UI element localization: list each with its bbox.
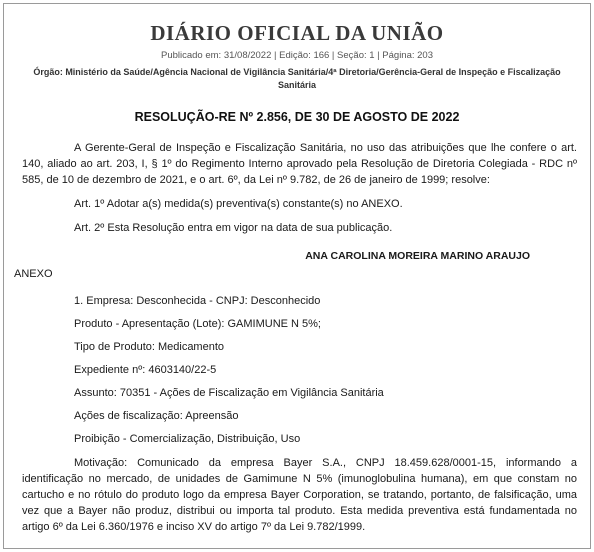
issuing-organ: Órgão: Ministério da Saúde/Agência Nacional de Vigilância Sanitária/4ª Diretoria/Gerência-Geral de Inspeção e Fiscalização Sanitária [33,67,561,90]
annex-item: Expediente nº: 4603140/22-5 [74,364,217,376]
annex-item: Ações de fiscalização: Apreensão [74,410,239,422]
publication-meta: Publicado em: 31/08/2022 | Edição: 166 | Seção: 1 | Página: 203 [160,50,433,61]
annex-item: 1. Empresa: Desconhecida - CNPJ: Desconhecido [74,295,321,307]
article-1: Art. 1º Adotar a(s) medida(s) preventiva(s) constante(s) no ANEXO. [74,198,403,210]
resolution-preamble: A Gerente-Geral de Inspeção e Fiscalização Sanitária, no uso das atribuições que lhe confere o art. 140, aliado ao art. 203, I, § 1º do Regimento Interno aprovado pela Resolução de Diretoria Colegiada - RDC nº 585, de 10 de dezembro de 2021, e o art. 6º, da Lei nº 9.782, de 26 de janeiro de 1999; resolve: [22,142,577,186]
signer-name: ANA CAROLINA MOREIRA MARINO ARAUJO [305,250,530,262]
annex-item: Produto - Apresentação (Lote): GAMIMUNE N 5%; [74,318,321,330]
annex-item: Assunto: 70351 - Ações de Fiscalização em Vigilância Sanitária [74,387,384,399]
annex-item: Proibição - Comercialização, Distribuição, Uso [74,433,301,445]
annex-motivation: Motivação: Comunicado da empresa Bayer S.A., CNPJ 18.459.628/0001-15, informando a identificação no mercado, de unidades de Gamimune N 5% (imunoglobulina humana), em que constam no cartucho e no rótulo do produto logo da empresa Bayer Corporation, se tratando, portanto, de falsificação, uma vez que a Bayer não produz, distribui ou importa tal produto. Esta medida preventiva está fundamentada no artigo 6º da Lei 6.360/1976 e inciso XV do artigo 7º da Lei 9.782/1999. [22,457,577,533]
article-2: Art. 2º Esta Resolução entra em vigor na data de sua publicação. [74,222,393,234]
annex-item: Tipo de Produto: Medicamento [74,341,225,353]
publication-title: DIÁRIO OFICIAL DA UNIÃO [150,21,444,45]
dou-header [4,20,590,92]
document-page [3,3,591,549]
annex-heading: ANEXO [14,268,53,280]
resolution-title: RESOLUÇÃO-RE Nº 2.856, DE 30 DE AGOSTO DE 2022 [134,110,460,124]
